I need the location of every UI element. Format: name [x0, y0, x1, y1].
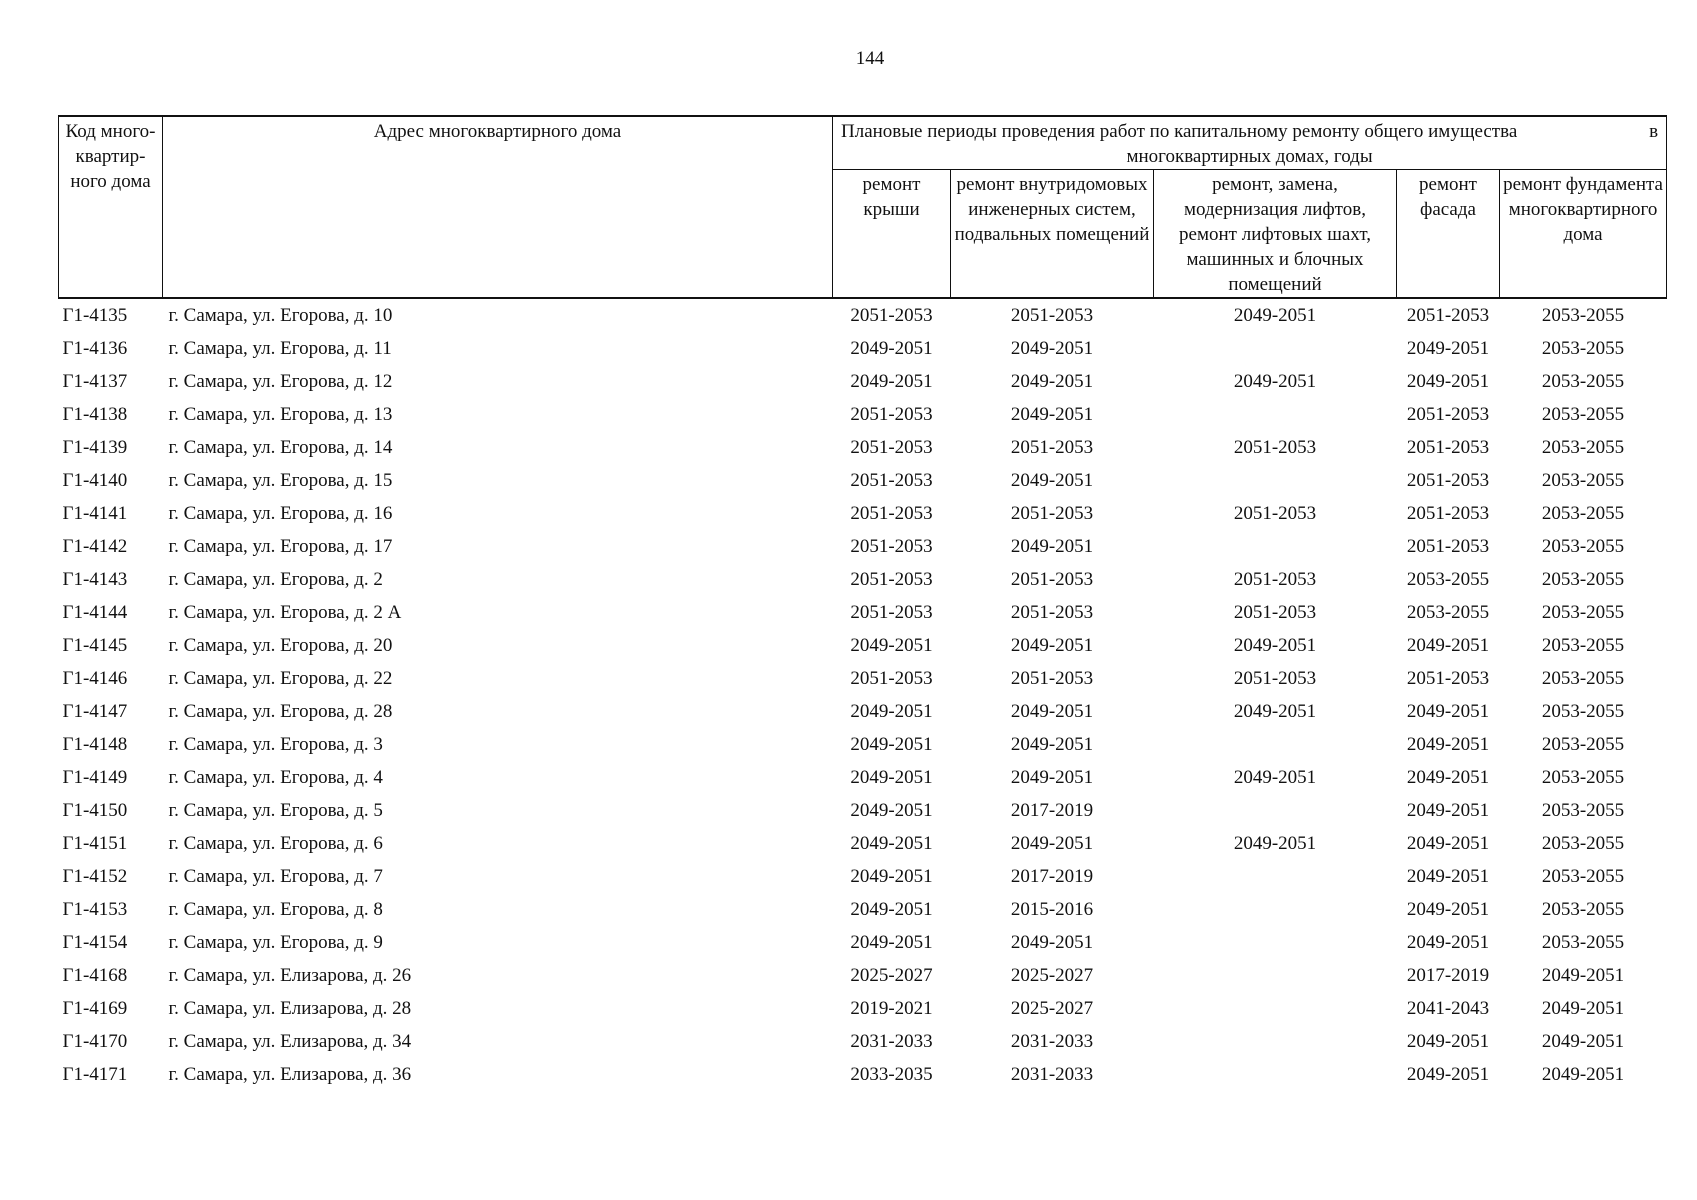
cell-roof: 2025-2027 [850, 965, 933, 986]
table-row [59, 662, 1667, 695]
cell-foundation: 2053-2055 [1541, 305, 1625, 326]
cell-address: г. Самара, ул. Егорова, д. 2 [168, 569, 383, 590]
cell-engineering: 2051-2053 [1010, 437, 1094, 458]
cell-engineering: 2017-2019 [1010, 866, 1094, 887]
cell-lift [1154, 398, 1397, 431]
cell-address: г. Самара, ул. Елизарова, д. 34 [168, 1031, 412, 1052]
cell-code: Г1-4148 [62, 734, 128, 755]
cell-code: Г1-4150 [62, 800, 128, 821]
cell-facade: 2051-2053 [1406, 404, 1490, 425]
cell-lift [1154, 926, 1397, 959]
cell-foundation: 2049-2051 [1541, 998, 1625, 1019]
header-engineering: ремонт внутридомовых инженерных систем, подвальных помещений [951, 170, 1154, 299]
cell-code: Г1-4135 [62, 305, 128, 326]
cell-roof: 2051-2053 [850, 305, 933, 326]
cell-foundation: 2053-2055 [1541, 668, 1625, 689]
header-roof: ремонт крыши [833, 170, 951, 299]
table-row [59, 596, 1667, 629]
cell-foundation: 2053-2055 [1541, 701, 1625, 722]
cell-lift [1154, 464, 1397, 497]
cell-roof: 2049-2051 [850, 866, 933, 887]
cell-foundation: 2049-2051 [1541, 965, 1625, 986]
table-row [59, 530, 1667, 563]
cell-address: г. Самара, ул. Егорова, д. 9 [168, 932, 383, 953]
cell-code: Г1-4169 [62, 998, 128, 1019]
cell-address: г. Самара, ул. Егорова, д. 3 [168, 734, 383, 755]
cell-code: Г1-4151 [62, 833, 128, 854]
cell-code: Г1-4168 [62, 965, 128, 986]
cell-code: Г1-4154 [62, 932, 128, 953]
cell-engineering: 2049-2051 [1010, 932, 1094, 953]
cell-code: Г1-4147 [62, 701, 128, 722]
table-row [59, 431, 1667, 464]
cell-foundation: 2053-2055 [1541, 932, 1625, 953]
cell-engineering: 2049-2051 [1010, 701, 1094, 722]
header-planned-periods [833, 116, 1667, 170]
cell-engineering: 2049-2051 [1010, 338, 1094, 359]
table-row [59, 629, 1667, 662]
cell-facade: 2051-2053 [1406, 437, 1490, 458]
table-body [59, 298, 1667, 1091]
cell-address: г. Самара, ул. Егорова, д. 22 [168, 668, 393, 689]
table-header [59, 116, 1667, 298]
cell-roof: 2051-2053 [850, 404, 933, 425]
header-planned-periods-tail: в [1649, 121, 1659, 142]
cell-engineering: 2049-2051 [1010, 767, 1094, 788]
cell-facade: 2049-2051 [1406, 635, 1490, 656]
cell-foundation: 2053-2055 [1541, 767, 1625, 788]
cell-address: г. Самара, ул. Егорова, д. 4 [168, 767, 383, 788]
cell-address: г. Самара, ул. Егорова, д. 20 [168, 635, 393, 656]
cell-lift [1154, 860, 1397, 893]
cell-foundation: 2053-2055 [1541, 536, 1625, 557]
cell-address: г. Самара, ул. Егорова, д. 15 [168, 470, 393, 491]
cell-lift: 2051-2053 [1233, 668, 1317, 689]
table-row [59, 827, 1667, 860]
cell-lift: 2051-2053 [1233, 503, 1317, 524]
cell-engineering: 2049-2051 [1010, 635, 1094, 656]
cell-roof: 2049-2051 [850, 800, 933, 821]
header-planned-periods-text: Плановые периоды проведения работ по капитальному ремонту общего имущества [841, 121, 1518, 142]
cell-engineering: 2051-2053 [1010, 668, 1094, 689]
cell-code: Г1-4138 [62, 404, 128, 425]
cell-address: г. Самара, ул. Егорова, д. 2 А [168, 602, 402, 623]
cell-foundation: 2053-2055 [1541, 503, 1625, 524]
cell-address: г. Самара, ул. Егорова, д. 17 [168, 536, 393, 557]
cell-facade: 2049-2051 [1406, 866, 1490, 887]
header-planned-periods-line2: многоквартирных домах, годы [1126, 146, 1373, 167]
cell-facade: 2049-2051 [1406, 800, 1490, 821]
cell-lift: 2051-2053 [1233, 437, 1317, 458]
cell-lift: 2051-2053 [1233, 602, 1317, 623]
cell-roof: 2049-2051 [850, 899, 933, 920]
cell-roof: 2033-2035 [850, 1064, 933, 1085]
cell-engineering: 2049-2051 [1010, 734, 1094, 755]
table-row [59, 464, 1667, 497]
cell-facade: 2049-2051 [1406, 338, 1490, 359]
cell-address: г. Самара, ул. Егорова, д. 5 [168, 800, 383, 821]
cell-foundation: 2053-2055 [1541, 833, 1625, 854]
cell-facade: 2051-2053 [1406, 536, 1490, 557]
cell-facade: 2051-2053 [1406, 668, 1490, 689]
table-row [59, 761, 1667, 794]
cell-engineering: 2025-2027 [1010, 965, 1094, 986]
cell-facade: 2049-2051 [1406, 833, 1490, 854]
table-row [59, 992, 1667, 1025]
table-row [59, 926, 1667, 959]
cell-roof: 2051-2053 [850, 437, 933, 458]
cell-lift: 2049-2051 [1233, 635, 1317, 656]
table-row [59, 1058, 1667, 1091]
cell-roof: 2051-2053 [850, 470, 933, 491]
cell-address: г. Самара, ул. Елизарова, д. 36 [168, 1064, 412, 1085]
table-row [59, 398, 1667, 431]
cell-address: г. Самара, ул. Егорова, д. 12 [168, 371, 393, 392]
cell-foundation: 2053-2055 [1541, 635, 1625, 656]
cell-lift: 2049-2051 [1233, 833, 1317, 854]
cell-roof: 2049-2051 [850, 635, 933, 656]
cell-lift: 2049-2051 [1233, 305, 1317, 326]
cell-roof: 2051-2053 [850, 602, 933, 623]
cell-code: Г1-4149 [62, 767, 128, 788]
cell-lift [1154, 992, 1397, 1025]
cell-facade: 2049-2051 [1406, 932, 1490, 953]
cell-code: Г1-4142 [62, 536, 128, 557]
cell-address: г. Самара, ул. Елизарова, д. 26 [168, 965, 412, 986]
cell-roof: 2051-2053 [850, 536, 933, 557]
cell-facade: 2051-2053 [1406, 470, 1490, 491]
cell-foundation: 2053-2055 [1541, 866, 1625, 887]
cell-code: Г1-4140 [62, 470, 128, 491]
cell-foundation: 2053-2055 [1541, 734, 1625, 755]
cell-engineering: 2051-2053 [1010, 569, 1094, 590]
cell-address: г. Самара, ул. Егорова, д. 8 [168, 899, 383, 920]
table-row [59, 794, 1667, 827]
cell-lift [1154, 794, 1397, 827]
cell-address: г. Самара, ул. Егорова, д. 13 [168, 404, 393, 425]
cell-roof: 2049-2051 [850, 932, 933, 953]
cell-engineering: 2049-2051 [1010, 833, 1094, 854]
cell-code: Г1-4170 [62, 1031, 128, 1052]
cell-foundation: 2049-2051 [1541, 1031, 1625, 1052]
cell-lift: 2049-2051 [1233, 371, 1317, 392]
cell-foundation: 2053-2055 [1541, 899, 1625, 920]
cell-engineering: 2025-2027 [1010, 998, 1094, 1019]
cell-code: Г1-4152 [62, 866, 128, 887]
table-row [59, 497, 1667, 530]
cell-lift [1154, 893, 1397, 926]
cell-foundation: 2049-2051 [1541, 1064, 1625, 1085]
cell-lift: 2049-2051 [1233, 701, 1317, 722]
cell-code: Г1-4137 [62, 371, 128, 392]
cell-engineering: 2049-2051 [1010, 404, 1094, 425]
cell-roof: 2049-2051 [850, 701, 933, 722]
cell-foundation: 2053-2055 [1541, 338, 1625, 359]
cell-roof: 2049-2051 [850, 767, 933, 788]
cell-lift [1154, 1058, 1397, 1091]
cell-code: Г1-4141 [62, 503, 128, 524]
cell-lift: 2051-2053 [1233, 569, 1317, 590]
cell-facade: 2049-2051 [1406, 1064, 1490, 1085]
table-row [59, 860, 1667, 893]
cell-facade: 2053-2055 [1406, 569, 1490, 590]
cell-facade: 2049-2051 [1406, 1031, 1490, 1052]
cell-roof: 2049-2051 [850, 338, 933, 359]
cell-roof: 2051-2053 [850, 569, 933, 590]
cell-code: Г1-4171 [62, 1064, 128, 1085]
table-row [59, 332, 1667, 365]
cell-lift [1154, 332, 1397, 365]
table-row [59, 695, 1667, 728]
cell-lift: 2049-2051 [1233, 767, 1317, 788]
cell-engineering: 2015-2016 [1010, 899, 1094, 920]
cell-engineering: 2049-2051 [1010, 470, 1094, 491]
cell-address: г. Самара, ул. Егорова, д. 6 [168, 833, 383, 854]
cell-engineering: 2031-2033 [1010, 1031, 1094, 1052]
cell-engineering: 2051-2053 [1010, 305, 1094, 326]
table-row [59, 893, 1667, 926]
cell-foundation: 2053-2055 [1541, 371, 1625, 392]
cell-facade: 2053-2055 [1406, 602, 1490, 623]
cell-engineering: 2017-2019 [1010, 800, 1094, 821]
header-foundation: ремонт фундамента многоквартирного дома [1500, 170, 1667, 299]
cell-code: Г1-4136 [62, 338, 128, 359]
cell-foundation: 2053-2055 [1541, 404, 1625, 425]
header-lift: ремонт, замена, модернизация лифтов, ремонт лифтовых шахт, машинных и блочных помещений [1154, 170, 1397, 299]
cell-code: Г1-4153 [62, 899, 128, 920]
table-row [59, 298, 1667, 332]
cell-engineering: 2051-2053 [1010, 503, 1094, 524]
cell-code: Г1-4144 [62, 602, 128, 623]
table-row [59, 728, 1667, 761]
table-row [59, 1025, 1667, 1058]
cell-engineering: 2049-2051 [1010, 371, 1094, 392]
cell-lift [1154, 1025, 1397, 1058]
cell-facade: 2049-2051 [1406, 767, 1490, 788]
cell-facade: 2041-2043 [1406, 998, 1490, 1019]
cell-code: Г1-4146 [62, 668, 128, 689]
cell-foundation: 2053-2055 [1541, 437, 1625, 458]
cell-address: г. Самара, ул. Егорова, д. 14 [168, 437, 393, 458]
cell-code: Г1-4145 [62, 635, 128, 656]
cell-foundation: 2053-2055 [1541, 602, 1625, 623]
cell-facade: 2049-2051 [1406, 371, 1490, 392]
cell-code: Г1-4143 [62, 569, 128, 590]
header-facade: ремонт фасада [1397, 170, 1500, 299]
cell-facade: 2049-2051 [1406, 899, 1490, 920]
cell-engineering: 2051-2053 [1010, 602, 1094, 623]
cell-address: г. Самара, ул. Егорова, д. 16 [168, 503, 393, 524]
cell-foundation: 2053-2055 [1541, 569, 1625, 590]
cell-engineering: 2049-2051 [1010, 536, 1094, 557]
cell-roof: 2051-2053 [850, 668, 933, 689]
cell-lift [1154, 959, 1397, 992]
table-row [59, 959, 1667, 992]
header-code: Код много-квартир-ного дома [59, 116, 163, 298]
cell-lift [1154, 728, 1397, 761]
cell-address: г. Самара, ул. Егорова, д. 11 [168, 338, 392, 359]
cell-facade: 2049-2051 [1406, 701, 1490, 722]
cell-engineering: 2031-2033 [1010, 1064, 1094, 1085]
cell-facade: 2051-2053 [1406, 305, 1490, 326]
cell-roof: 2049-2051 [850, 734, 933, 755]
cell-code: Г1-4139 [62, 437, 128, 458]
cell-address: г. Самара, ул. Егорова, д. 10 [168, 305, 393, 326]
table-row [59, 563, 1667, 596]
page-number: 144 [855, 48, 885, 69]
table-row [59, 365, 1667, 398]
cell-address: г. Самара, ул. Елизарова, д. 28 [168, 998, 412, 1019]
cell-address: г. Самара, ул. Егорова, д. 7 [168, 866, 383, 887]
cell-facade: 2051-2053 [1406, 503, 1490, 524]
cell-roof: 2049-2051 [850, 833, 933, 854]
cell-foundation: 2053-2055 [1541, 800, 1625, 821]
cell-foundation: 2053-2055 [1541, 470, 1625, 491]
cell-lift [1154, 530, 1397, 563]
cell-facade: 2017-2019 [1406, 965, 1490, 986]
cell-facade: 2049-2051 [1406, 734, 1490, 755]
repair-schedule-table [58, 115, 1667, 1091]
header-address: Адрес многоквартирного дома [163, 116, 833, 298]
cell-roof: 2019-2021 [850, 998, 933, 1019]
cell-address: г. Самара, ул. Егорова, д. 28 [168, 701, 393, 722]
cell-roof: 2049-2051 [850, 371, 933, 392]
cell-roof: 2031-2033 [850, 1031, 933, 1052]
cell-roof: 2051-2053 [850, 503, 933, 524]
